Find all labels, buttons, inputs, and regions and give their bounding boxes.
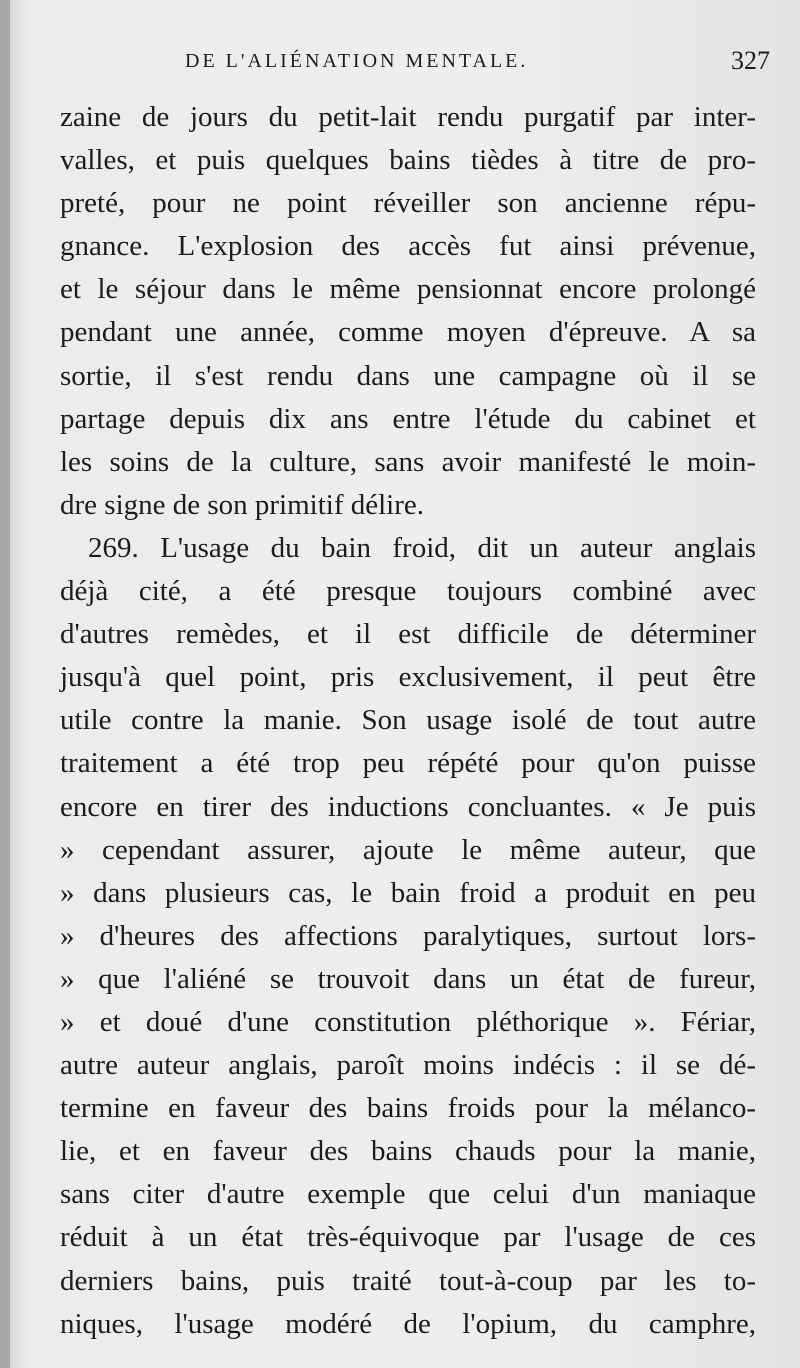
text-line: lie, et en faveur des bains chauds pour la manie,: [60, 1135, 756, 1168]
quoted-line: » dans plusieurs cas, le bain froid a produit en peu: [60, 876, 756, 909]
quoted-line: » et doué d'une constitution pléthorique ». Fériar,: [60, 1005, 756, 1038]
text-line: pendant une année, comme moyen d'épreuve. A sa: [60, 316, 756, 349]
text-line: derniers bains, puis traité tout-à-coup par les to-: [60, 1264, 756, 1297]
text-line: niques, l'usage modéré de l'opium, du camphre,: [60, 1307, 756, 1340]
text-line: encore en tirer des inductions concluantes. « Je puis: [60, 790, 756, 823]
text-line: preté, pour ne point réveiller son ancienne répu-: [60, 187, 756, 220]
quoted-line: » d'heures des affections paralytiques, surtout lors-: [60, 919, 756, 952]
page-number: 327: [731, 46, 770, 75]
text-line: d'autres remèdes, et il est difficile de déterminer: [60, 618, 756, 651]
text-line: termine en faveur des bains froids pour la mélanco-: [60, 1092, 756, 1125]
paragraph-start-line: 269. L'usage du bain froid, dit un auteur anglais: [88, 531, 756, 564]
text-line: réduit à un état très-équivoque par l'usage de ces: [60, 1221, 756, 1254]
text-line: sortie, il s'est rendu dans une campagne où il se: [60, 359, 756, 392]
quoted-line: » que l'aliéné se trouvoit dans un état de fureur,: [60, 962, 756, 995]
text-line: dre signe de son primitif délire.: [60, 488, 425, 521]
text-line: gnance. L'explosion des accès fut ainsi prévenue,: [60, 230, 756, 263]
body-text: [60, 96, 756, 1346]
text-line: utile contre la manie. Son usage isolé de tout autre: [60, 704, 756, 737]
text-line: déjà cité, a été presque toujours combiné avec: [60, 575, 756, 608]
text-line: traitement a été trop peu répété pour qu'on puisse: [60, 747, 756, 780]
text-line: et le séjour dans le même pensionnat encore prolongé: [60, 273, 756, 306]
text-line: les soins de la culture, sans avoir manifesté le moin-: [60, 445, 756, 478]
quoted-line: » cependant assurer, ajoute le même auteur, que: [60, 833, 756, 866]
page-header: [185, 46, 770, 80]
text-line: sans citer d'autre exemple que celui d'un maniaque: [60, 1178, 756, 1211]
text-line: zaine de jours du petit-lait rendu purgatif par inter-: [60, 101, 756, 133]
text-line: partage depuis dix ans entre l'étude du cabinet et: [60, 402, 756, 435]
text-line: autre auteur anglais, paroît moins indécis : il se dé-: [60, 1049, 756, 1082]
page-gutter-shadow: [0, 0, 10, 1368]
text-line: jusqu'à quel point, pris exclusivement, il peut être: [60, 661, 756, 694]
running-head: DE L'ALIÉNATION MENTALE.: [185, 50, 529, 72]
text-line: valles, et puis quelques bains tièdes à titre de pro-: [60, 144, 756, 177]
